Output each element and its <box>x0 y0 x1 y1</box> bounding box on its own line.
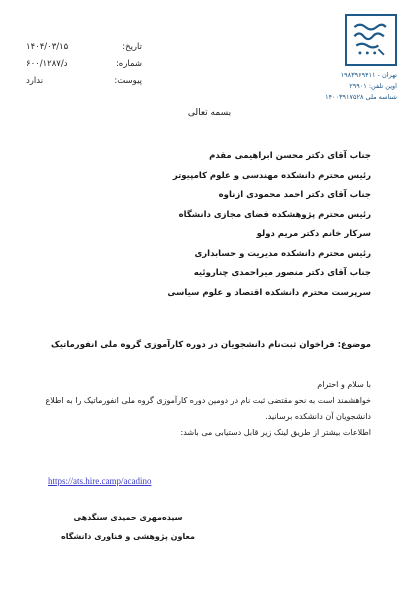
logo-emblem-icon <box>347 16 395 64</box>
signatory-title: معاون پژوهشی و فناوری دانشگاه <box>61 532 195 541</box>
university-contact <box>277 70 397 103</box>
signatory-name: سیده‌مهری حمیدی سنگدهی <box>73 513 183 522</box>
letter-body <box>41 377 371 441</box>
registration-link[interactable]: https://ats.hire.camp/acadino <box>48 476 152 486</box>
date-row <box>22 38 142 55</box>
date-label: تاریخ: <box>122 41 142 52</box>
recipient-line: رئیس محترم دانشکده مهندسی و علوم کامپیوتر <box>172 170 371 181</box>
info-paragraph: اطلاعات بیشتر از طریق لینک زیر قابل دستیابی می باشد: <box>180 428 371 437</box>
recipient-line: سرکار خانم دکتر مریم دولو <box>256 229 371 239</box>
attachment-value: ندارد <box>26 75 44 86</box>
recipient-line: جناب آقای دکتر احمد محمودی ازناوه <box>218 190 371 200</box>
attachment-row <box>22 72 142 89</box>
letter-meta <box>22 38 142 89</box>
recipient-line: سرپرست محترم دانشکده اقتصاد و علوم سیاسی <box>167 287 371 298</box>
greeting: با سلام و احترام <box>317 380 371 389</box>
contact-phone: اوین تلفن: ۲۹۹۰۱ <box>349 82 397 90</box>
university-logo <box>345 14 397 66</box>
recipient-line: رئیس محترم دانشکده مدیریت و حسابداری <box>194 248 371 259</box>
number-label: شماره: <box>115 58 142 69</box>
contact-city: تهران - ۱۹۸۳۹۶۹۴۱۱ <box>340 71 397 79</box>
request-paragraph: خواهشمند است به نحو مقتضی ثبت نام در دومین دوره کارآموزی گروه ملی انفورماتیک را به اطلاع دانشجویان آن دانشکده برسانید. <box>45 396 371 421</box>
letter-subject: موضوع: فراخوان ثبت‌نام دانشجویان در دوره کارآموزی گروه ملی انفورماتیک <box>50 340 371 350</box>
contact-national-id: شناسه ملی ۱۴۰۰۳۹۱۷۵۲۸ <box>325 93 397 101</box>
recipient-list <box>71 147 371 303</box>
attachment-label: پیوست: <box>114 75 142 86</box>
recipient-line: جناب آقای دکتر منصور میراحمدی چناروئیه <box>193 268 371 278</box>
number-row <box>22 55 142 72</box>
signature-block <box>48 508 208 546</box>
number-value: ۶۰۰/۱۲۸۷/د <box>26 58 68 69</box>
recipient-line: جناب آقای دکتر محسن ابراهیمی مقدم <box>209 151 371 161</box>
bismillah-heading: بسمه تعالی <box>187 108 232 118</box>
date-value: ۱۴۰۴/۰۳/۱۵ <box>26 41 69 52</box>
recipient-line: رئیس محترم پژوهشکده فضای مجازی دانشگاه <box>178 209 371 220</box>
